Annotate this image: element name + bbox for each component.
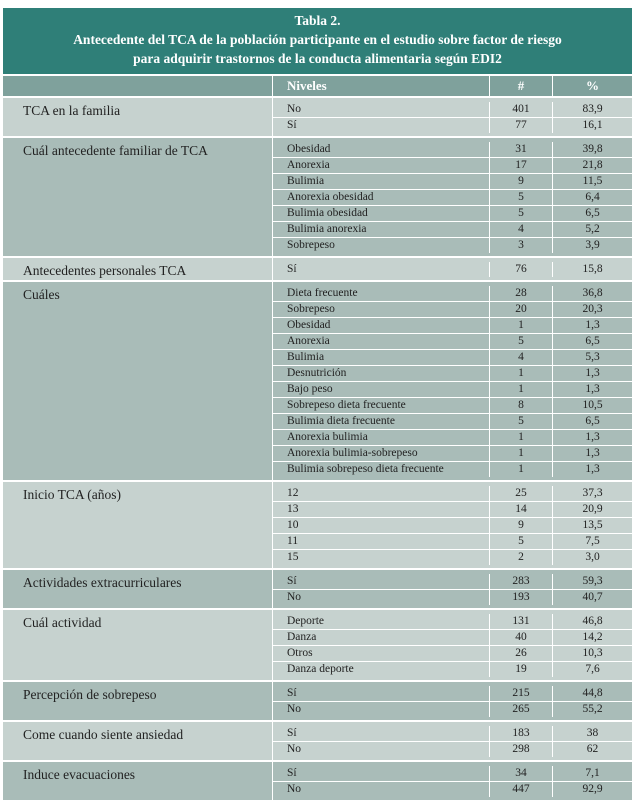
- count-cell: 401: [490, 102, 553, 117]
- percent-cell: 39,8: [582, 143, 603, 155]
- count-cell: 5: [490, 534, 553, 549]
- group-label: Antecedentes personales TCA: [3, 258, 273, 280]
- nivel-cell: Sobrepeso dieta frecuente: [273, 398, 490, 413]
- count-cell: 5: [490, 334, 553, 349]
- percent-cell: 14,2: [582, 631, 603, 643]
- table-row: [273, 318, 632, 334]
- group-rows: [273, 762, 632, 800]
- nivel-cell: Sobrepeso: [273, 302, 490, 317]
- nivel-cell: Danza deporte: [273, 662, 490, 677]
- percent-cell: 13,5: [582, 519, 603, 531]
- percent-cell: 1,3: [585, 319, 600, 331]
- percent-cell: 6,4: [585, 191, 600, 203]
- table-row: [273, 590, 632, 605]
- nivel-cell: Anorexia bulimia-sobrepeso: [273, 446, 490, 461]
- count-cell: 1: [490, 462, 553, 477]
- header-niveles: Niveles: [273, 76, 490, 96]
- nivel-cell: Bajo peso: [273, 382, 490, 397]
- nivel-cell: Sí: [273, 574, 490, 589]
- nivel-cell: Anorexia bulimia: [273, 430, 490, 445]
- table-row: [273, 366, 632, 382]
- percent-cell: 38: [586, 727, 599, 739]
- percent-cell: 5,3: [585, 351, 600, 363]
- nivel-cell: Obesidad: [273, 318, 490, 333]
- table-header: [3, 76, 632, 98]
- table-group: [3, 482, 632, 570]
- group-rows: [273, 282, 632, 480]
- percent-cell: 5,2: [585, 223, 600, 235]
- count-cell: 31: [490, 142, 553, 157]
- nivel-cell: No: [273, 702, 490, 717]
- percent-cell: 92,9: [582, 783, 603, 795]
- table-row: [273, 430, 632, 446]
- nivel-cell: No: [273, 782, 490, 797]
- nivel-cell: Danza: [273, 630, 490, 645]
- nivel-cell: 12: [273, 486, 490, 501]
- count-cell: 20: [490, 302, 553, 317]
- percent-cell: 83,9: [582, 103, 603, 115]
- table-row: [273, 190, 632, 206]
- nivel-cell: Obesidad: [273, 142, 490, 157]
- table-row: [273, 238, 632, 253]
- nivel-cell: Sí: [273, 766, 490, 781]
- count-cell: 77: [490, 118, 553, 133]
- count-cell: 9: [490, 518, 553, 533]
- table-row: [273, 262, 632, 277]
- count-cell: 19: [490, 662, 553, 677]
- percent-cell: 1,3: [585, 383, 600, 395]
- count-cell: 298: [490, 742, 553, 757]
- table-row: [273, 534, 632, 550]
- table-row: [273, 334, 632, 350]
- percent-cell: 44,8: [582, 687, 603, 699]
- percent-cell: 10,3: [582, 647, 603, 659]
- table-row: [273, 350, 632, 366]
- nivel-cell: Bulimia: [273, 350, 490, 365]
- table-group: [3, 258, 632, 282]
- group-rows: [273, 682, 632, 720]
- nivel-cell: Sí: [273, 686, 490, 701]
- count-cell: 183: [490, 726, 553, 741]
- nivel-cell: Bulimia sobrepeso dieta frecuente: [273, 462, 490, 477]
- count-cell: 3: [490, 238, 553, 253]
- group-label: Cuál actividad: [3, 610, 273, 680]
- nivel-cell: Sí: [273, 726, 490, 741]
- nivel-cell: No: [273, 102, 490, 117]
- count-cell: 14: [490, 502, 553, 517]
- table-row: [273, 382, 632, 398]
- table-row: [273, 142, 632, 158]
- count-cell: 131: [490, 614, 553, 629]
- header-count: #: [490, 76, 553, 96]
- count-cell: 1: [490, 446, 553, 461]
- title-line: Antecedente del TCA de la población participante en el estudio sobre factor de riesgo: [73, 32, 562, 47]
- table-row: [273, 502, 632, 518]
- title-line: para adquirir trastornos de la conducta alimentaria según EDI2: [133, 51, 502, 66]
- percent-cell: 40,7: [582, 591, 603, 603]
- percent-cell: 1,3: [585, 431, 600, 443]
- count-cell: 1: [490, 430, 553, 445]
- nivel-cell: 15: [273, 550, 490, 565]
- nivel-cell: Bulimia anorexia: [273, 222, 490, 237]
- count-cell: 283: [490, 574, 553, 589]
- nivel-cell: No: [273, 590, 490, 605]
- table-row: [273, 742, 632, 757]
- table-row: [273, 222, 632, 238]
- table-row: [273, 646, 632, 662]
- percent-cell: 6,5: [585, 335, 600, 347]
- table-row: [273, 486, 632, 502]
- nivel-cell: Desnutrición: [273, 366, 490, 381]
- table-group: [3, 762, 632, 802]
- count-cell: 265: [490, 702, 553, 717]
- table-body: [3, 98, 632, 802]
- group-label: Cuál antecedente familiar de TCA: [3, 138, 273, 256]
- percent-cell: 11,5: [582, 175, 603, 187]
- percent-cell: 7,5: [585, 535, 600, 547]
- count-cell: 26: [490, 646, 553, 661]
- percent-cell: 1,3: [585, 447, 600, 459]
- percent-cell: 7,1: [585, 767, 600, 779]
- count-cell: 34: [490, 766, 553, 781]
- nivel-cell: Sí: [273, 118, 490, 133]
- table-title: [3, 8, 632, 76]
- header-percent: %: [586, 78, 599, 93]
- table-row: [273, 726, 632, 742]
- count-cell: 5: [490, 190, 553, 205]
- percent-cell: 36,8: [582, 287, 603, 299]
- count-cell: 193: [490, 590, 553, 605]
- data-table: [3, 8, 632, 802]
- table-row: [273, 446, 632, 462]
- count-cell: 40: [490, 630, 553, 645]
- nivel-cell: Bulimia dieta frecuente: [273, 414, 490, 429]
- table-group: [3, 282, 632, 482]
- nivel-cell: Sí: [273, 262, 490, 277]
- table-row: [273, 518, 632, 534]
- nivel-cell: 10: [273, 518, 490, 533]
- group-label: Percepción de sobrepeso: [3, 682, 273, 720]
- table-group: [3, 610, 632, 682]
- header-variable: [3, 76, 273, 96]
- percent-cell: 21,8: [582, 159, 603, 171]
- percent-cell: 20,3: [582, 303, 603, 315]
- count-cell: 28: [490, 286, 553, 301]
- percent-cell: 62: [586, 743, 599, 755]
- percent-cell: 20,9: [582, 503, 603, 515]
- nivel-cell: Anorexia: [273, 334, 490, 349]
- table-row: [273, 462, 632, 477]
- group-label: TCA en la familia: [3, 98, 273, 136]
- count-cell: 1: [490, 382, 553, 397]
- percent-cell: 55,2: [582, 703, 603, 715]
- table-row: [273, 414, 632, 430]
- table-row: [273, 686, 632, 702]
- table-row: [273, 662, 632, 677]
- nivel-cell: Dieta frecuente: [273, 286, 490, 301]
- table-group: [3, 98, 632, 138]
- group-rows: [273, 138, 632, 256]
- table-row: [273, 614, 632, 630]
- count-cell: 4: [490, 350, 553, 365]
- count-cell: 76: [490, 262, 553, 277]
- count-cell: 4: [490, 222, 553, 237]
- percent-cell: 7,6: [585, 663, 600, 675]
- count-cell: 8: [490, 398, 553, 413]
- count-cell: 9: [490, 174, 553, 189]
- group-rows: [273, 570, 632, 608]
- count-cell: 1: [490, 366, 553, 381]
- percent-cell: 6,5: [585, 207, 600, 219]
- nivel-cell: Bulimia: [273, 174, 490, 189]
- group-label: Come cuando siente ansiedad: [3, 722, 273, 760]
- percent-cell: 37,3: [582, 487, 603, 499]
- group-label: Actividades extracurriculares: [3, 570, 273, 608]
- table-row: [273, 286, 632, 302]
- table-group: [3, 570, 632, 610]
- table-row: [273, 102, 632, 118]
- table-row: [273, 206, 632, 222]
- table-row: [273, 398, 632, 414]
- count-cell: 25: [490, 486, 553, 501]
- percent-cell: 10,5: [582, 399, 603, 411]
- table-group: [3, 682, 632, 722]
- count-cell: 1: [490, 318, 553, 333]
- group-rows: [273, 610, 632, 680]
- count-cell: 17: [490, 158, 553, 173]
- nivel-cell: 13: [273, 502, 490, 517]
- nivel-cell: Bulimia obesidad: [273, 206, 490, 221]
- table-group: [3, 138, 632, 258]
- percent-cell: 1,3: [585, 463, 600, 475]
- table-row: [273, 630, 632, 646]
- table-row: [273, 550, 632, 565]
- percent-cell: 46,8: [582, 615, 603, 627]
- group-rows: [273, 258, 632, 280]
- count-cell: 5: [490, 414, 553, 429]
- table-row: [273, 118, 632, 133]
- group-label: Inicio TCA (años): [3, 482, 273, 568]
- nivel-cell: Sobrepeso: [273, 238, 490, 253]
- group-label: Cuáles: [3, 282, 273, 480]
- percent-cell: 3,9: [585, 239, 600, 251]
- nivel-cell: Anorexia obesidad: [273, 190, 490, 205]
- table-row: [273, 174, 632, 190]
- count-cell: 5: [490, 206, 553, 221]
- table-row: [273, 702, 632, 717]
- percent-cell: 3,0: [585, 551, 600, 563]
- nivel-cell: Otros: [273, 646, 490, 661]
- percent-cell: 6,5: [585, 415, 600, 427]
- group-label: Induce evacuaciones: [3, 762, 273, 800]
- percent-cell: 16,1: [582, 119, 603, 131]
- percent-cell: 59,3: [582, 575, 603, 587]
- title-line: Tabla 2.: [294, 13, 341, 28]
- nivel-cell: 11: [273, 534, 490, 549]
- count-cell: 215: [490, 686, 553, 701]
- count-cell: 447: [490, 782, 553, 797]
- table-group: [3, 722, 632, 762]
- nivel-cell: Anorexia: [273, 158, 490, 173]
- group-rows: [273, 98, 632, 136]
- table-row: [273, 782, 632, 797]
- table-row: [273, 574, 632, 590]
- table-row: [273, 302, 632, 318]
- percent-cell: 15,8: [582, 263, 603, 275]
- group-rows: [273, 722, 632, 760]
- nivel-cell: Deporte: [273, 614, 490, 629]
- count-cell: 2: [490, 550, 553, 565]
- table-row: [273, 158, 632, 174]
- table-row: [273, 766, 632, 782]
- nivel-cell: No: [273, 742, 490, 757]
- percent-cell: 1,3: [585, 367, 600, 379]
- group-rows: [273, 482, 632, 568]
